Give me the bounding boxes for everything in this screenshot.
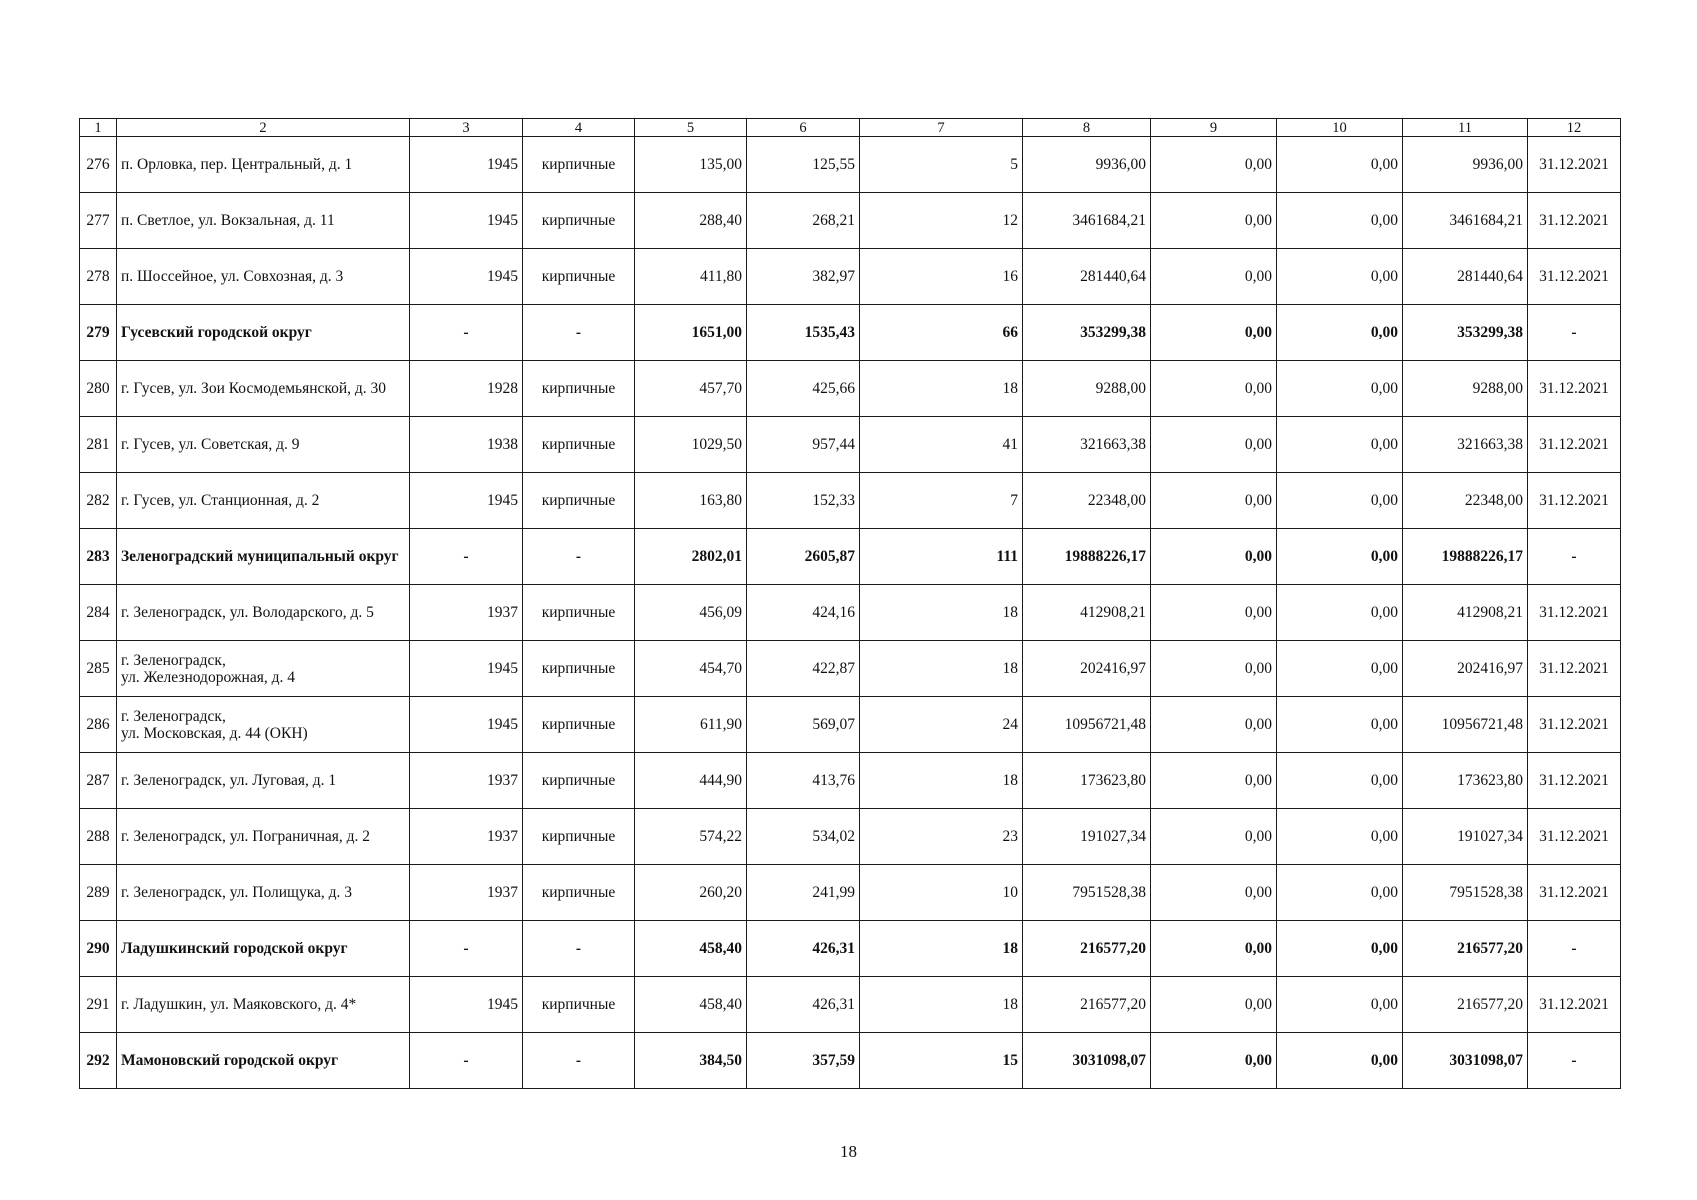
- cell-row-number: 280: [80, 361, 117, 417]
- cell-year-built: 1945: [410, 193, 523, 249]
- cell-address: г. Зеленоградск, ул. Луговая, д. 1: [117, 753, 410, 809]
- table-row: [80, 977, 1621, 1033]
- table-row: [80, 473, 1621, 529]
- cell-deadline: 31.12.2021: [1528, 753, 1621, 809]
- cell-deadline: 31.12.2021: [1528, 473, 1621, 529]
- cell-residents: 66: [860, 305, 1023, 361]
- cell-cost-fund: 0,00: [1151, 529, 1277, 585]
- cell-area-total: 384,50: [635, 1033, 747, 1089]
- cell-cost-total: 216577,20: [1023, 921, 1151, 977]
- cell-cost-total: 3031098,07: [1023, 1033, 1151, 1089]
- cell-cost-fund: 0,00: [1151, 473, 1277, 529]
- cell-year-built: 1945: [410, 249, 523, 305]
- cell-residents: 18: [860, 585, 1023, 641]
- cell-cost-other: 0,00: [1277, 249, 1403, 305]
- cell-year-built: 1945: [410, 641, 523, 697]
- cell-cost-fund: 0,00: [1151, 697, 1277, 753]
- column-number: 3: [410, 119, 523, 137]
- cell-area-living: 426,31: [747, 921, 860, 977]
- column-number: 2: [117, 119, 410, 137]
- cell-area-total: 458,40: [635, 977, 747, 1033]
- subtotal-row: [80, 1033, 1621, 1089]
- cell-cost-other: 0,00: [1277, 697, 1403, 753]
- cell-cost-budget: 202416,97: [1403, 641, 1528, 697]
- cell-cost-budget: 412908,21: [1403, 585, 1528, 641]
- cell-deadline: 31.12.2021: [1528, 417, 1621, 473]
- cell-wall-material: кирпичные: [523, 473, 635, 529]
- cell-cost-other: 0,00: [1277, 361, 1403, 417]
- cell-area-total: 260,20: [635, 865, 747, 921]
- cell-cost-budget: 9288,00: [1403, 361, 1528, 417]
- cell-deadline: -: [1528, 305, 1621, 361]
- subtotal-row: [80, 921, 1621, 977]
- cell-cost-budget: 216577,20: [1403, 977, 1528, 1033]
- cell-year-built: 1945: [410, 473, 523, 529]
- cell-year-built: 1928: [410, 361, 523, 417]
- cell-cost-fund: 0,00: [1151, 137, 1277, 193]
- cell-cost-other: 0,00: [1277, 417, 1403, 473]
- cell-residents: 23: [860, 809, 1023, 865]
- cell-residents: 12: [860, 193, 1023, 249]
- cell-deadline: 31.12.2021: [1528, 361, 1621, 417]
- cell-row-number: 285: [80, 641, 117, 697]
- cell-wall-material: кирпичные: [523, 137, 635, 193]
- cell-wall-material: кирпичные: [523, 697, 635, 753]
- cell-wall-material: кирпичные: [523, 585, 635, 641]
- cell-residents: 24: [860, 697, 1023, 753]
- cell-cost-fund: 0,00: [1151, 809, 1277, 865]
- cell-cost-fund: 0,00: [1151, 921, 1277, 977]
- cell-area-living: 357,59: [747, 1033, 860, 1089]
- table-row: [80, 193, 1621, 249]
- cell-area-total: 611,90: [635, 697, 747, 753]
- cell-deadline: -: [1528, 529, 1621, 585]
- table-row: [80, 417, 1621, 473]
- cell-cost-total: 216577,20: [1023, 977, 1151, 1033]
- cell-wall-material: -: [523, 921, 635, 977]
- cell-row-number: 292: [80, 1033, 117, 1089]
- cell-area-living: 382,97: [747, 249, 860, 305]
- cell-cost-other: 0,00: [1277, 641, 1403, 697]
- cell-area-total: 574,22: [635, 809, 747, 865]
- cell-cost-fund: 0,00: [1151, 753, 1277, 809]
- cell-area-total: 135,00: [635, 137, 747, 193]
- cell-row-number: 281: [80, 417, 117, 473]
- cell-cost-fund: 0,00: [1151, 1033, 1277, 1089]
- cell-area-total: 458,40: [635, 921, 747, 977]
- cell-deadline: 31.12.2021: [1528, 977, 1621, 1033]
- cell-cost-other: 0,00: [1277, 921, 1403, 977]
- cell-wall-material: кирпичные: [523, 641, 635, 697]
- cell-address: г. Зеленоградск, ул. Московская, д. 44 (ОКН): [117, 697, 410, 753]
- cell-address: п. Шоссейное, ул. Совхозная, д. 3: [117, 249, 410, 305]
- cell-address: Ладушкинский городской округ: [117, 921, 410, 977]
- cell-area-living: 268,21: [747, 193, 860, 249]
- table-row: [80, 865, 1621, 921]
- cell-cost-budget: 22348,00: [1403, 473, 1528, 529]
- cell-cost-fund: 0,00: [1151, 977, 1277, 1033]
- cell-cost-other: 0,00: [1277, 585, 1403, 641]
- cell-residents: 5: [860, 137, 1023, 193]
- cell-cost-other: 0,00: [1277, 529, 1403, 585]
- cell-cost-other: 0,00: [1277, 137, 1403, 193]
- cell-cost-budget: 281440,64: [1403, 249, 1528, 305]
- cell-residents: 18: [860, 753, 1023, 809]
- cell-cost-other: 0,00: [1277, 305, 1403, 361]
- cell-cost-budget: 353299,38: [1403, 305, 1528, 361]
- cell-address: г. Зеленоградск, ул. Железнодорожная, д. 4: [117, 641, 410, 697]
- cell-cost-total: 10956721,48: [1023, 697, 1151, 753]
- cell-area-living: 413,76: [747, 753, 860, 809]
- cell-cost-total: 9288,00: [1023, 361, 1151, 417]
- cell-row-number: 279: [80, 305, 117, 361]
- cell-cost-total: 7951528,38: [1023, 865, 1151, 921]
- cell-row-number: 284: [80, 585, 117, 641]
- cell-area-living: 2605,87: [747, 529, 860, 585]
- column-number: 5: [635, 119, 747, 137]
- cell-area-total: 1651,00: [635, 305, 747, 361]
- cell-residents: 18: [860, 921, 1023, 977]
- table-row: [80, 697, 1621, 753]
- cell-cost-total: 202416,97: [1023, 641, 1151, 697]
- cell-cost-budget: 3031098,07: [1403, 1033, 1528, 1089]
- cell-deadline: 31.12.2021: [1528, 865, 1621, 921]
- cell-cost-total: 3461684,21: [1023, 193, 1151, 249]
- cell-cost-budget: 10956721,48: [1403, 697, 1528, 753]
- cell-residents: 18: [860, 361, 1023, 417]
- cell-deadline: 31.12.2021: [1528, 697, 1621, 753]
- cell-year-built: -: [410, 305, 523, 361]
- table-row: [80, 641, 1621, 697]
- cell-cost-fund: 0,00: [1151, 193, 1277, 249]
- cell-address: г. Зеленоградск, ул. Пограничная, д. 2: [117, 809, 410, 865]
- cell-year-built: -: [410, 529, 523, 585]
- cell-wall-material: -: [523, 305, 635, 361]
- column-number: 10: [1277, 119, 1403, 137]
- cell-residents: 10: [860, 865, 1023, 921]
- cell-row-number: 287: [80, 753, 117, 809]
- cell-cost-other: 0,00: [1277, 865, 1403, 921]
- cell-year-built: 1937: [410, 585, 523, 641]
- subtotal-row: [80, 305, 1621, 361]
- cell-area-total: 457,70: [635, 361, 747, 417]
- cell-address: п. Светлое, ул. Вокзальная, д. 11: [117, 193, 410, 249]
- cell-row-number: 288: [80, 809, 117, 865]
- cell-residents: 16: [860, 249, 1023, 305]
- cell-area-total: 163,80: [635, 473, 747, 529]
- cell-cost-fund: 0,00: [1151, 585, 1277, 641]
- table-row: [80, 809, 1621, 865]
- cell-cost-total: 9936,00: [1023, 137, 1151, 193]
- table-row: [80, 361, 1621, 417]
- cell-wall-material: кирпичные: [523, 193, 635, 249]
- cell-area-living: 957,44: [747, 417, 860, 473]
- table-row: [80, 585, 1621, 641]
- cell-cost-budget: 216577,20: [1403, 921, 1528, 977]
- cell-year-built: 1937: [410, 865, 523, 921]
- column-number-row: [80, 119, 1621, 137]
- cell-deadline: 31.12.2021: [1528, 585, 1621, 641]
- cell-area-living: 152,33: [747, 473, 860, 529]
- cell-wall-material: кирпичные: [523, 977, 635, 1033]
- cell-cost-budget: 19888226,17: [1403, 529, 1528, 585]
- table-row: [80, 137, 1621, 193]
- cell-wall-material: кирпичные: [523, 249, 635, 305]
- cell-cost-fund: 0,00: [1151, 249, 1277, 305]
- cell-cost-total: 173623,80: [1023, 753, 1151, 809]
- cell-row-number: 278: [80, 249, 117, 305]
- cell-area-total: 288,40: [635, 193, 747, 249]
- cell-cost-budget: 7951528,38: [1403, 865, 1528, 921]
- cell-wall-material: кирпичные: [523, 753, 635, 809]
- cell-deadline: 31.12.2021: [1528, 193, 1621, 249]
- cell-address: г. Зеленоградск, ул. Полищука, д. 3: [117, 865, 410, 921]
- cell-cost-fund: 0,00: [1151, 305, 1277, 361]
- cell-wall-material: -: [523, 529, 635, 585]
- column-number: 7: [860, 119, 1023, 137]
- housing-register-table: [79, 118, 1621, 1089]
- cell-cost-other: 0,00: [1277, 473, 1403, 529]
- cell-deadline: 31.12.2021: [1528, 249, 1621, 305]
- cell-area-living: 241,99: [747, 865, 860, 921]
- cell-address: г. Зеленоградск, ул. Володарского, д. 5: [117, 585, 410, 641]
- cell-wall-material: кирпичные: [523, 417, 635, 473]
- cell-year-built: 1938: [410, 417, 523, 473]
- cell-address: г. Гусев, ул. Станционная, д. 2: [117, 473, 410, 529]
- column-number: 6: [747, 119, 860, 137]
- cell-cost-budget: 173623,80: [1403, 753, 1528, 809]
- cell-deadline: 31.12.2021: [1528, 137, 1621, 193]
- cell-residents: 18: [860, 641, 1023, 697]
- cell-wall-material: кирпичные: [523, 809, 635, 865]
- cell-cost-other: 0,00: [1277, 809, 1403, 865]
- cell-area-living: 426,31: [747, 977, 860, 1033]
- cell-cost-other: 0,00: [1277, 193, 1403, 249]
- cell-year-built: -: [410, 921, 523, 977]
- cell-cost-total: 19888226,17: [1023, 529, 1151, 585]
- cell-cost-fund: 0,00: [1151, 417, 1277, 473]
- cell-deadline: 31.12.2021: [1528, 809, 1621, 865]
- cell-year-built: 1937: [410, 753, 523, 809]
- cell-wall-material: -: [523, 1033, 635, 1089]
- column-number: 8: [1023, 119, 1151, 137]
- cell-cost-fund: 0,00: [1151, 641, 1277, 697]
- cell-cost-fund: 0,00: [1151, 361, 1277, 417]
- cell-address: Мамоновский городской округ: [117, 1033, 410, 1089]
- cell-row-number: 291: [80, 977, 117, 1033]
- column-number: 11: [1403, 119, 1528, 137]
- cell-address: г. Гусев, ул. Советская, д. 9: [117, 417, 410, 473]
- cell-residents: 15: [860, 1033, 1023, 1089]
- cell-deadline: -: [1528, 1033, 1621, 1089]
- cell-cost-total: 321663,38: [1023, 417, 1151, 473]
- cell-area-total: 456,09: [635, 585, 747, 641]
- cell-area-total: 411,80: [635, 249, 747, 305]
- cell-row-number: 282: [80, 473, 117, 529]
- cell-cost-total: 191027,34: [1023, 809, 1151, 865]
- cell-address: Гусевский городской округ: [117, 305, 410, 361]
- cell-cost-other: 0,00: [1277, 977, 1403, 1033]
- cell-row-number: 283: [80, 529, 117, 585]
- cell-residents: 7: [860, 473, 1023, 529]
- page-number: 18: [840, 1142, 857, 1161]
- cell-residents: 111: [860, 529, 1023, 585]
- column-number: 1: [80, 119, 117, 137]
- cell-row-number: 276: [80, 137, 117, 193]
- cell-cost-budget: 9936,00: [1403, 137, 1528, 193]
- cell-area-total: 454,70: [635, 641, 747, 697]
- cell-cost-total: 353299,38: [1023, 305, 1151, 361]
- cell-year-built: 1945: [410, 137, 523, 193]
- cell-row-number: 286: [80, 697, 117, 753]
- cell-address: Зеленоградский муниципальный округ: [117, 529, 410, 585]
- cell-area-living: 425,66: [747, 361, 860, 417]
- cell-row-number: 277: [80, 193, 117, 249]
- column-number: 9: [1151, 119, 1277, 137]
- cell-cost-total: 281440,64: [1023, 249, 1151, 305]
- column-number: 4: [523, 119, 635, 137]
- cell-cost-fund: 0,00: [1151, 865, 1277, 921]
- table-row: [80, 249, 1621, 305]
- table-row: [80, 753, 1621, 809]
- cell-address: г. Гусев, ул. Зои Космодемьянской, д. 30: [117, 361, 410, 417]
- cell-cost-total: 22348,00: [1023, 473, 1151, 529]
- cell-deadline: 31.12.2021: [1528, 641, 1621, 697]
- cell-deadline: -: [1528, 921, 1621, 977]
- cell-area-living: 424,16: [747, 585, 860, 641]
- cell-residents: 18: [860, 977, 1023, 1033]
- cell-area-living: 422,87: [747, 641, 860, 697]
- cell-area-total: 1029,50: [635, 417, 747, 473]
- cell-area-total: 444,90: [635, 753, 747, 809]
- cell-area-living: 534,02: [747, 809, 860, 865]
- column-number: 12: [1528, 119, 1621, 137]
- cell-cost-other: 0,00: [1277, 1033, 1403, 1089]
- cell-cost-budget: 321663,38: [1403, 417, 1528, 473]
- cell-year-built: 1945: [410, 697, 523, 753]
- cell-area-living: 125,55: [747, 137, 860, 193]
- cell-cost-other: 0,00: [1277, 753, 1403, 809]
- table-body: [80, 119, 1621, 1089]
- cell-cost-total: 412908,21: [1023, 585, 1151, 641]
- cell-wall-material: кирпичные: [523, 361, 635, 417]
- cell-area-living: 569,07: [747, 697, 860, 753]
- cell-cost-budget: 3461684,21: [1403, 193, 1528, 249]
- cell-area-total: 2802,01: [635, 529, 747, 585]
- cell-year-built: -: [410, 1033, 523, 1089]
- cell-wall-material: кирпичные: [523, 865, 635, 921]
- cell-year-built: 1945: [410, 977, 523, 1033]
- cell-row-number: 289: [80, 865, 117, 921]
- cell-address: г. Ладушкин, ул. Маяковского, д. 4*: [117, 977, 410, 1033]
- cell-address: п. Орловка, пер. Центральный, д. 1: [117, 137, 410, 193]
- subtotal-row: [80, 529, 1621, 585]
- cell-row-number: 290: [80, 921, 117, 977]
- cell-residents: 41: [860, 417, 1023, 473]
- cell-cost-budget: 191027,34: [1403, 809, 1528, 865]
- cell-area-living: 1535,43: [747, 305, 860, 361]
- cell-year-built: 1937: [410, 809, 523, 865]
